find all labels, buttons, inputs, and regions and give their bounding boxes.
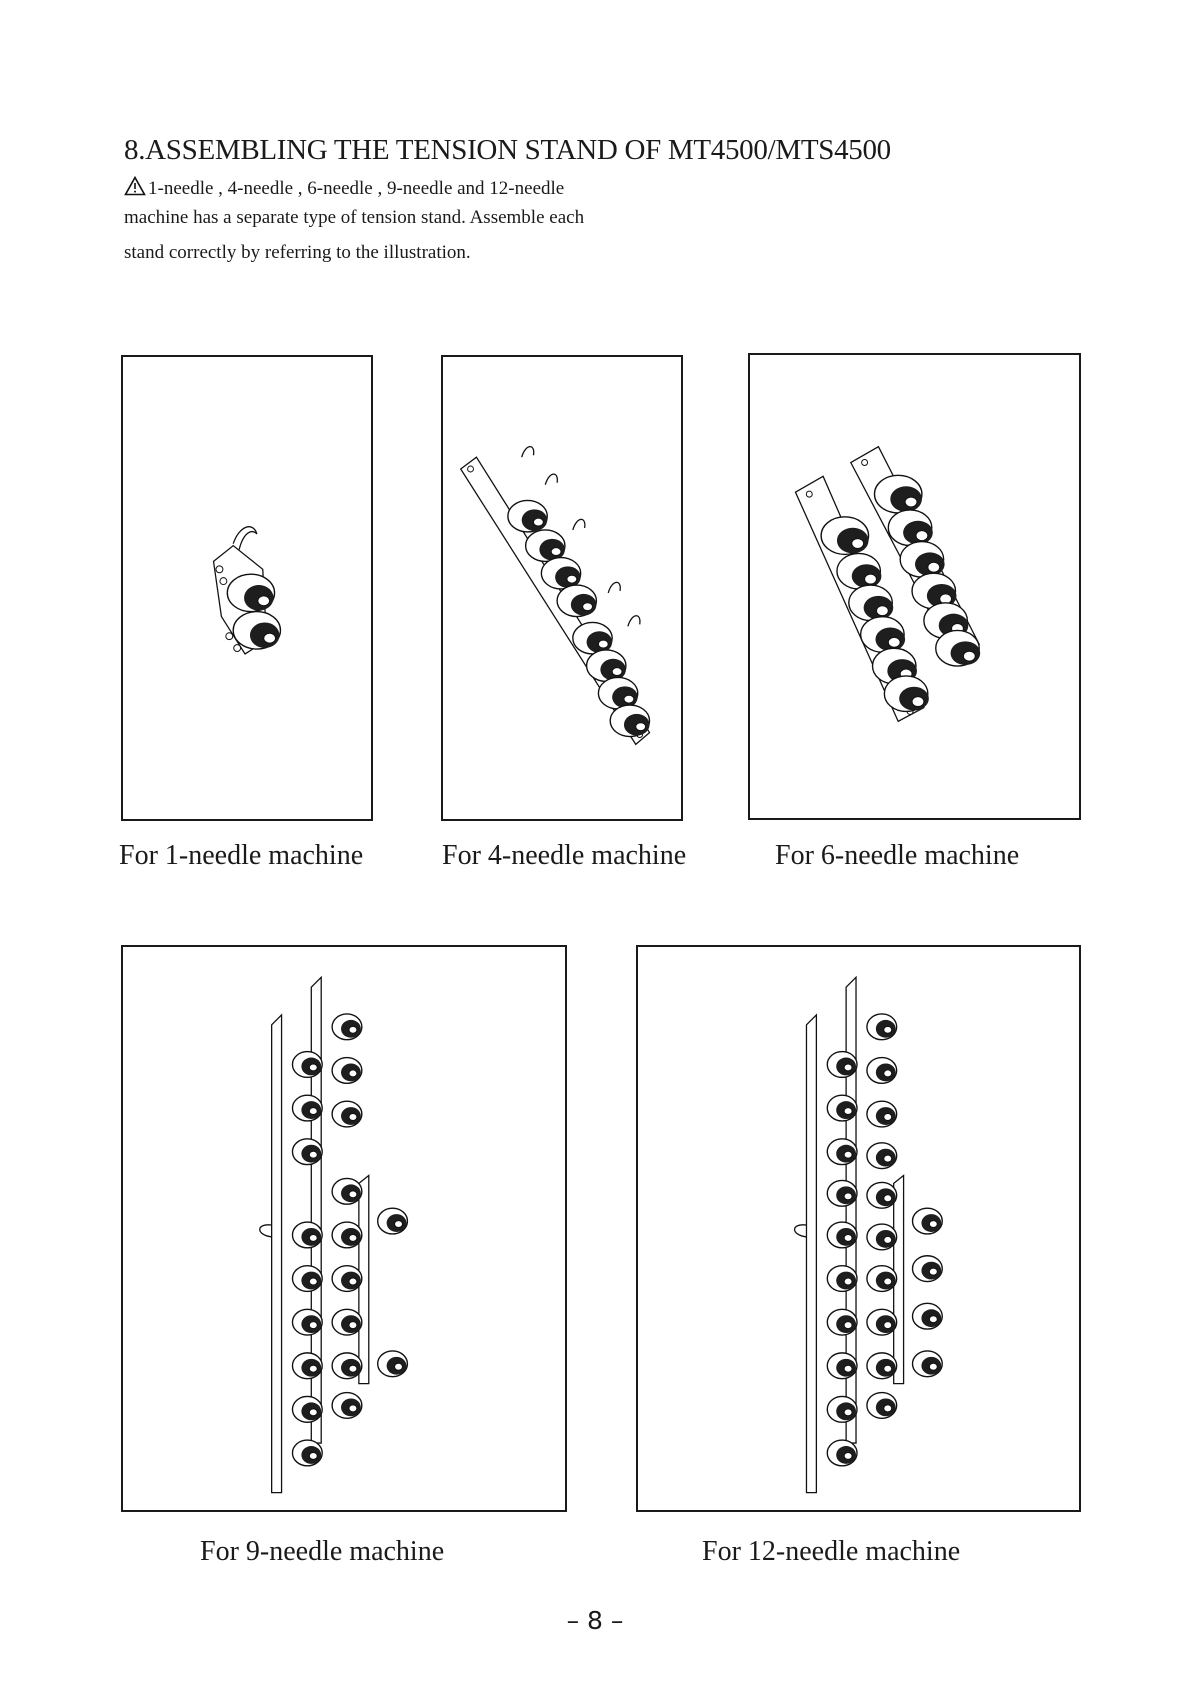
tension-stand-1-needle-illustration [123,357,371,819]
figure-1-needle-caption: For 1-needle machine [119,840,364,871]
figure-9-needle-stand [121,945,567,1512]
figure-6-needle-caption: For 6-needle machine [775,840,1020,871]
figure-9-needle-caption: For 9-needle machine [200,1536,445,1567]
tension-knob-lower [233,612,280,649]
figure-6-needle-stand [748,353,1081,820]
figure-4-needle-caption: For 4-needle machine [442,840,687,871]
caution-note-line-2: machine has a separate type of tension stand. Assemble each [124,207,585,228]
caution-note-line-1 [124,176,564,200]
caution-note-line-3: stand correctly by referring to the illustration. [124,242,471,263]
caution-note-text-1: 1-needle , 4-needle , 6-needle , 9-needle and 12-needle [148,178,565,199]
tension-knobs-12-needle-column-2 [867,1014,897,1418]
tension-knobs-4-needle [508,500,650,736]
figure-4-needle-stand [441,355,683,821]
tension-stand-4-needle-illustration [443,357,681,819]
figure-12-needle-stand [636,945,1081,1512]
warning-triangle-icon [124,176,146,196]
tension-stand-12-needle-illustration [638,947,1079,1510]
figure-1-needle-stand [121,355,373,821]
figure-12-needle-caption: For 12-needle machine [702,1536,961,1567]
tension-stand-9-needle-illustration [123,947,565,1510]
tension-knobs-9-needle-column-2 [332,1014,362,1418]
page-title: 8.ASSEMBLING THE TENSION STAND OF MT4500/MTS4500 [124,134,891,166]
tension-knobs-9-needle-column-3 [378,1208,408,1376]
tension-knob-upper [227,574,274,611]
tension-stand-6-needle-illustration [750,355,1079,818]
tension-knobs-12-needle-column-3 [913,1208,943,1376]
page-number: – 8 – [566,1606,624,1635]
